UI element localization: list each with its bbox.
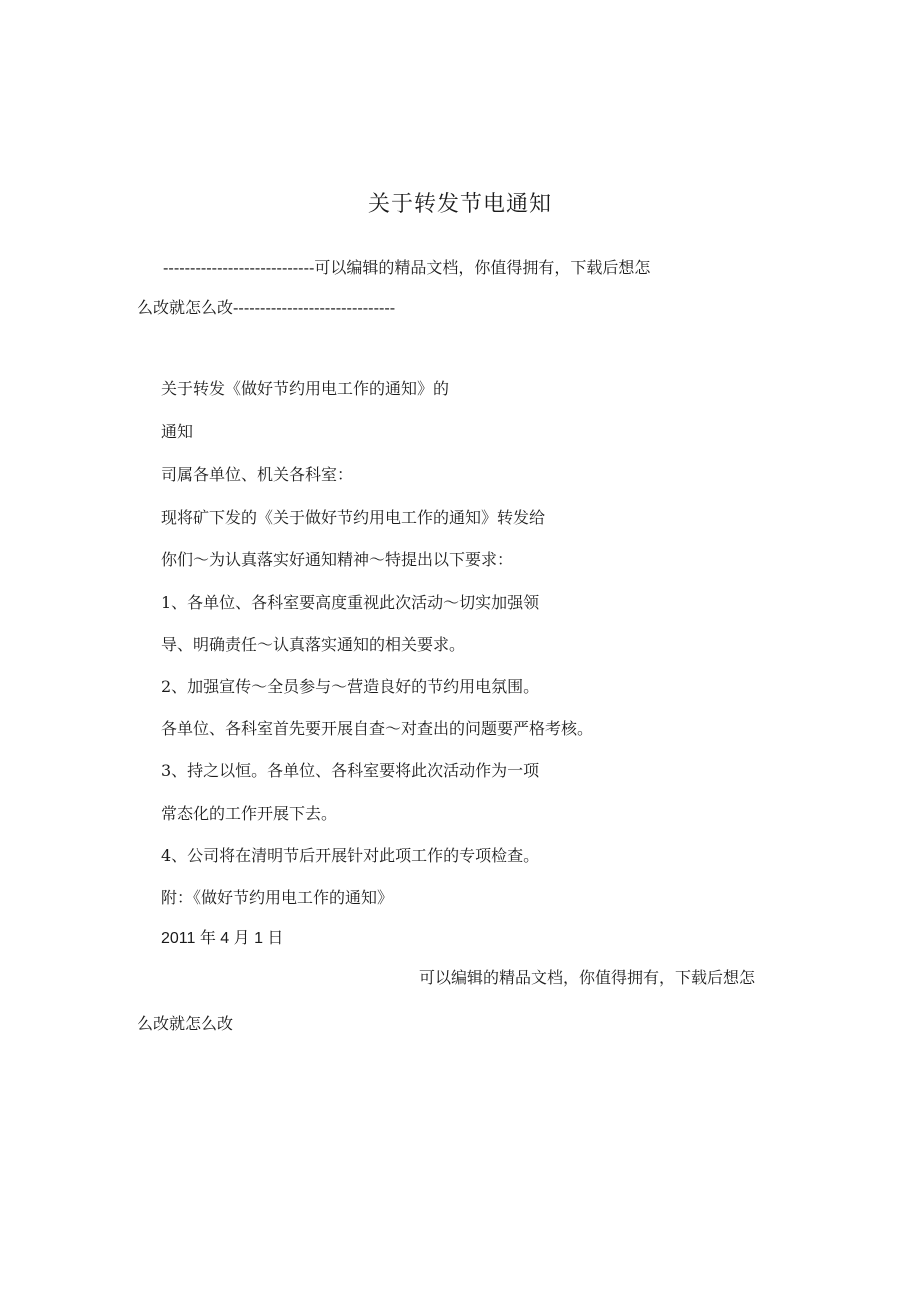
body-line-8: 2、加强宣传～全员参与～营造良好的节约用电氛围。 <box>161 677 540 696</box>
body-line-13: 附：《做好节约用电工作的通知》 <box>161 888 394 907</box>
body-line-12: 4、公司将在清明节后开展针对此项工作的专项检查。 <box>161 846 540 865</box>
body-line-5: 你们～为认真落实好通知精神～特提出以下要求： <box>161 550 514 569</box>
body-line-11: 常态化的工作开展下去。 <box>161 804 338 823</box>
footer-line-1: 可以编辑的精品文档，你值得拥有，下载后想怎 <box>419 968 756 987</box>
banner-line-2: 么改就怎么改------------------------------ <box>137 298 396 317</box>
body-line-4: 现将矿下发的《关于做好节约用电工作的通知》转发给 <box>161 508 546 527</box>
body-line-1: 关于转发《做好节约用电工作的通知》的 <box>161 379 450 398</box>
body-line-10: 3、持之以恒。各单位、各科室要将此次活动作为一项 <box>161 761 540 780</box>
footer-line-2: 么改就怎么改 <box>137 1014 234 1033</box>
document-date: 2011 年 4 月 1 日 <box>161 930 284 947</box>
body-line-9: 各单位、各科室首先要开展自查～对查出的问题要严格考核。 <box>161 719 594 738</box>
body-line-7: 导、明确责任～认真落实通知的相关要求。 <box>161 635 466 654</box>
document-title: 关于转发节电通知 <box>367 192 552 217</box>
banner-line-1: ----------------------------可以编辑的精品文档，你值得拥有，下载后想怎 <box>163 258 651 277</box>
body-line-3: 司属各单位、机关各科室： <box>161 465 354 484</box>
body-line-6: 1、各单位、各科室要高度重视此次活动～切实加强领 <box>161 593 540 612</box>
body-line-2: 通知 <box>161 422 194 441</box>
